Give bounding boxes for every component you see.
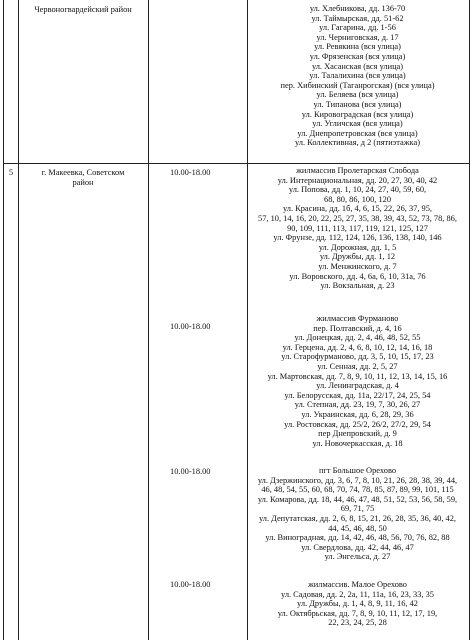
- address-line: ул. Угличская (вся улица): [312, 119, 403, 129]
- address-line: ул. Сенная, дд. 2, 5, 27: [317, 361, 398, 371]
- address-list: [245, 4, 470, 148]
- address-line: ул. Попова, дд. 1, 10, 24, 27, 40, 59, 60,: [288, 185, 427, 195]
- address-line: пер. Хибинский (Таганрогская) (вся улица): [280, 80, 435, 90]
- address-line: ул. Красина, дд. 1б, 4, 6, 15, 22, 26, 37, 95,: [282, 204, 433, 214]
- address-line: ул. Энгельса, д. 27: [324, 552, 391, 562]
- address-line: ул. Депутатская, дд. 2, 6, 8, 15, 21, 26, 28, 35, 36, 40, 42,: [258, 513, 457, 523]
- address-line: ул. Менжинского, д. 7: [318, 261, 397, 271]
- address-line: ул. Герцена, дд. 2, 4, 6, 8, 10, 12, 14, 16, 18: [282, 342, 433, 352]
- address-line: ул. Фрязенская (вся улица): [309, 51, 406, 61]
- address-line: 57, 10, 14, 16, 20, 22, 25, 27, 35, 38, 39, 43, 52, 73, 78, 86,: [258, 213, 457, 223]
- address-line: ул. Днепропетровская (вся улица): [297, 128, 418, 138]
- address-line: ул. Старофурманово, дд. 3, 5, 10, 15, 17, 23: [281, 352, 434, 362]
- district-name: г. Макеевка, Советском район: [41, 168, 125, 187]
- address-line: ул. Фрунзе, дд. 112, 124, 126, 136, 138, 140, 146: [273, 233, 442, 243]
- address-line: ул. Вокзальная, д. 23: [320, 281, 395, 291]
- address-line: ул. Новочеркасская, д. 18: [312, 438, 403, 448]
- table-border-district-col: [148, 0, 149, 640]
- address-line: ул. Мартовская, дд. 7, 8, 9, 10, 11, 12, 13, 14, 15, 16: [267, 371, 448, 381]
- address-line: ул. Хлебникова, дд. 136-70: [309, 4, 406, 13]
- address-line: ул. Дорожная, дд. 1, 5: [318, 242, 397, 252]
- address-line: ул. Дружбы, д. 1, 4, 8, 9, 11, 16, 42: [297, 599, 418, 609]
- address-list: [245, 166, 470, 291]
- address-line: жилмассив Фурманово: [316, 314, 399, 323]
- address-line: ул. Украинская, дд. 6, 28, 29, 36: [301, 409, 414, 419]
- address-line: ул. Комарова, дд. 18, 44, 46, 47, 48, 51, 52, 53, 56, 58, 59,: [257, 494, 458, 504]
- address-line: 69, 71, 75: [340, 504, 375, 514]
- address-line: ул. Черниговская, д. 17: [316, 32, 399, 42]
- table-border-left: [3, 0, 4, 640]
- address-line: ул. Октябрьская, дд. 7, 8, 9, 10, 11, 12, 17, 19,: [277, 608, 438, 618]
- address-line: 22, 23, 24, 25, 28: [328, 618, 387, 628]
- address-line: ул. Виноградная, дд. 14, 42, 46, 48, 56, 70, 76, 82, 88: [265, 533, 450, 543]
- time-slot: 10.00-18.00: [170, 580, 211, 589]
- row-number: 5: [8, 168, 14, 177]
- address-line: ул. Дружбы, дд. 1, 12: [319, 252, 396, 262]
- address-line: ул. Донецкая, дд. 2, 4, 46, 48, 52, 55: [294, 333, 421, 343]
- time-slot: 10.00-18.00: [170, 467, 211, 476]
- address-line: ул. Кировоградская (вся улица): [301, 109, 414, 119]
- address-list: [245, 466, 470, 562]
- time-slot: 10.00-18.00: [170, 168, 211, 177]
- address-line: 90, 109, 111, 113, 117, 119, 121, 125, 127: [287, 223, 428, 233]
- address-line: ул. Таймырская, дд. 51-62: [311, 13, 404, 23]
- address-line: ул. Талалихина (вся улица): [309, 71, 406, 81]
- address-line: 44, 45, 46, 48, 50: [328, 523, 387, 533]
- address-line: ул. Коллективная, д 2 (пятиэтажка): [294, 138, 420, 148]
- address-line: пер Днепровский, д. 9: [318, 429, 397, 439]
- address-line: ул. Гагарина, дд. 1-56: [319, 23, 396, 33]
- address-line: ул. Ростовская, дд. 25/2, 26/2, 27/2, 29, 54: [284, 419, 431, 429]
- address-line: ул. Ревякина (вся улица): [314, 42, 401, 52]
- address-line: ул. Интернациональная, дд. 20, 27, 30, 40, 42: [277, 175, 438, 185]
- address-line: ул. Белорусская, дд. 11а, 22/17, 24, 25, 54: [284, 390, 431, 400]
- address-line: ул. Ленинградская, д. 4: [316, 381, 399, 391]
- district-name: Червоногвардейский район: [34, 5, 132, 14]
- address-line: 68, 80, 86, 100, 120: [324, 194, 391, 204]
- address-line: пгт Большое Орехово: [318, 466, 397, 475]
- time-slot: 10.00-18.00: [170, 322, 211, 331]
- address-line: ул. Дзержинского, дд. 3, 6, 7, 8, 10, 21, 26, 28, 38, 39, 44,: [257, 475, 458, 485]
- address-line: ул. Свердлова, дд. 42, 44, 46, 47: [301, 542, 414, 552]
- address-list: [245, 314, 470, 448]
- address-line: ул. Беляева (вся улица): [316, 90, 399, 100]
- address-line: пер. Полтавский, д. 4, 16: [313, 323, 402, 333]
- address-line: 46, 48, 54, 55, 60, 68, 70, 74, 78, 85, 87, 89, 99, 101, 115: [261, 485, 454, 495]
- address-line: жилмассив Пролетарская Слобода: [296, 166, 419, 175]
- address-line: ул. Типанова (вся улица): [313, 99, 402, 109]
- address-line: ул. Хасанская (вся улица): [311, 61, 404, 71]
- address-line: ул. Садовая, дд. 2, 2а, 11, 11а, 16, 23, 33, 35: [281, 589, 434, 599]
- address-list: [245, 580, 470, 628]
- row-divider: [3, 163, 470, 164]
- address-line: ул. Степная, дд. 23, 19, 7, 30, 26, 27: [294, 400, 421, 410]
- address-line: жилмассив. Малое Орехово: [308, 580, 407, 589]
- table-border-num-col: [18, 0, 19, 640]
- address-line: ул. Воровского, дд. 4, 6а, 6, 10, 31а, 76: [289, 271, 426, 281]
